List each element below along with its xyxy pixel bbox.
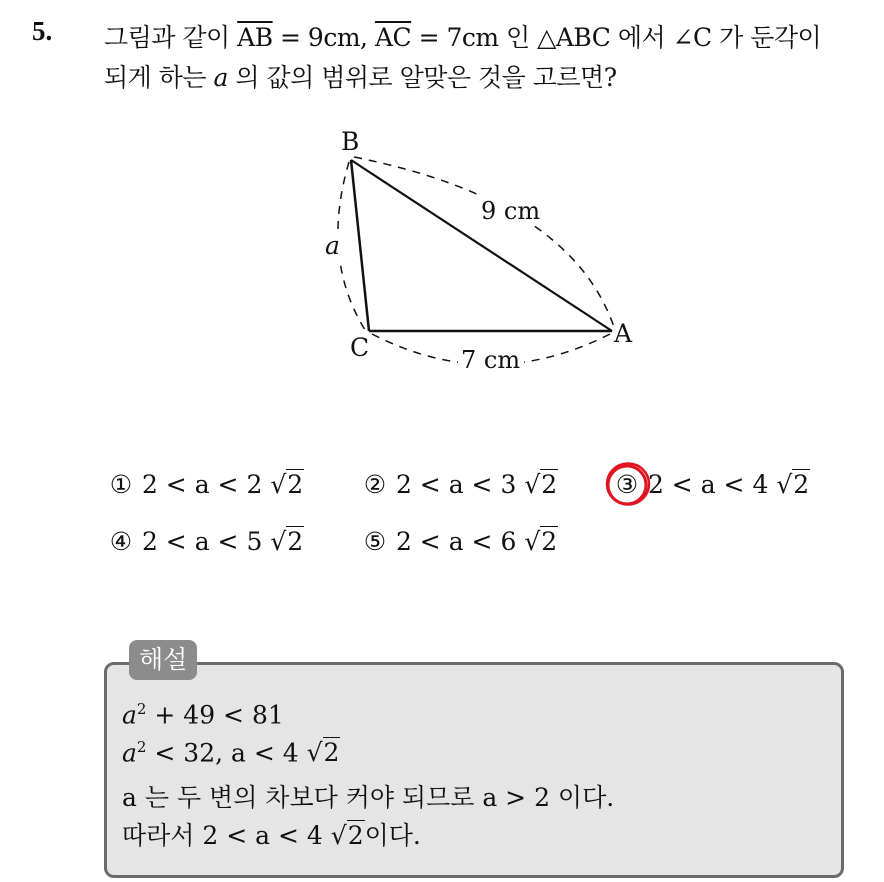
sqrt-symbol: √2 (524, 470, 558, 499)
sqrt-symbol: √2 (524, 527, 558, 556)
label-side-a: a (325, 231, 340, 260)
arc-ab (354, 157, 614, 327)
triangle-figure (300, 120, 660, 390)
segment-ab: $\overline{AB}$ (237, 23, 273, 52)
choice-text: 2 < a < 5 (141, 527, 263, 556)
question-text-line1 (104, 18, 821, 54)
choice-marker: ② (363, 470, 387, 499)
segment-ac: $\overline{AC}$ (374, 23, 412, 52)
sqrt-symbol: √2 (270, 527, 304, 556)
choice-text: 2 < a < 3 (395, 470, 517, 499)
choice-5[interactable] (362, 527, 558, 556)
choice-text: 2 < a < 4 (647, 470, 769, 499)
question-text-part: = 7cm 인 △ABC 에서 ∠C 가 둔각이 (411, 23, 822, 52)
sqrt-symbol: √2 (270, 470, 304, 499)
question-text-part: 그림과 같이 (104, 23, 238, 52)
answer-circle-mark (604, 461, 652, 509)
choice-marker: ③ (615, 470, 639, 499)
solution-line-4: 따라서 2 < a < 4 √2이다. (122, 821, 421, 850)
label-c: C (350, 333, 370, 362)
choice-marker: ④ (109, 527, 133, 556)
question-text-part: 되게 하는 (104, 63, 214, 92)
sqrt-symbol: √2 (330, 821, 364, 850)
choice-2[interactable] (362, 470, 558, 499)
choice-marker: ⑤ (363, 527, 387, 556)
solution-tag: 해설 (129, 640, 197, 680)
side-ab (351, 160, 612, 331)
sqrt-symbol: √2 (306, 738, 340, 768)
solution-line-2: $a^2 < 32$, a < 4 √2 (122, 738, 340, 768)
sqrt-symbol: √2 (776, 470, 810, 499)
question-number: 5. (32, 16, 53, 46)
label-a-vertex: A (614, 319, 633, 348)
solution-line-1: $a^2 + 49 < 81$ (122, 700, 284, 730)
question-text-line2 (104, 58, 617, 94)
choice-4[interactable] (108, 527, 304, 556)
label-b: B (341, 127, 360, 156)
choice-1[interactable] (108, 470, 304, 499)
choice-marker: ① (109, 470, 133, 499)
question-text-part: = 9cm, (272, 23, 375, 52)
solution-line-3: a 는 두 변의 차보다 커야 되므로 a > 2 이다. (122, 783, 615, 812)
label-9cm: 9 cm (481, 197, 541, 225)
question-text-part: 의 값의 범위로 알맞은 것을 고르면? (227, 63, 617, 92)
label-7cm: 7 cm (461, 346, 521, 374)
side-bc (351, 160, 369, 331)
variable-a: a (213, 63, 228, 92)
choice-text: 2 < a < 2 (141, 470, 263, 499)
choice-text: 2 < a < 6 (395, 527, 517, 556)
